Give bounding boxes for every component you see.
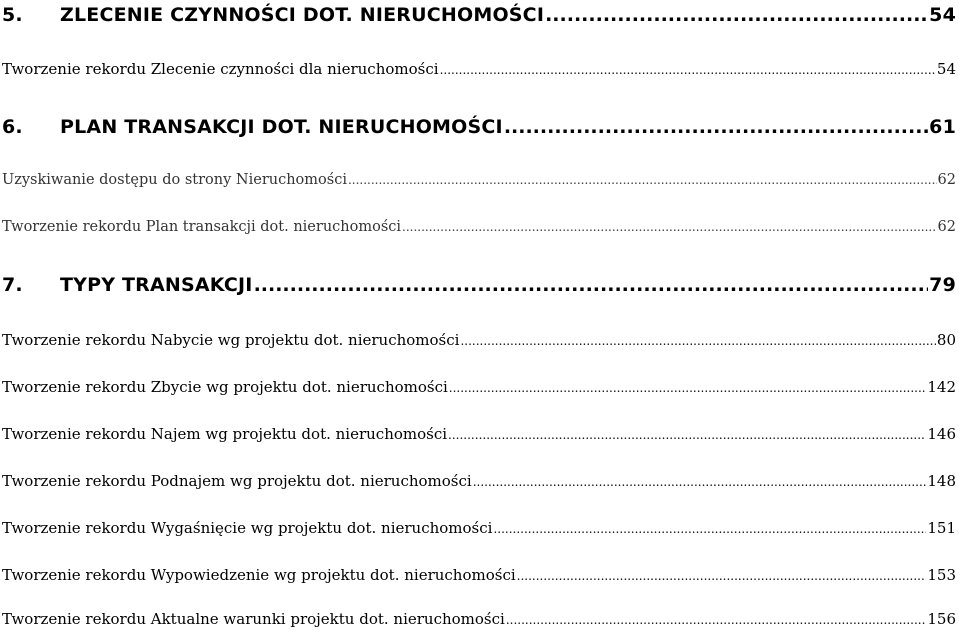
dot-leader — [460, 331, 935, 349]
dot-leader — [254, 274, 929, 296]
toc-entry-title: Tworzenie rekordu Najem wg projektu dot. nieruchomości — [2, 425, 448, 443]
toc-page-number: 142 — [927, 378, 956, 396]
toc-page-number: 61 — [929, 116, 956, 138]
toc-page-number: 80 — [936, 331, 956, 349]
toc-entry-title: Tworzenie rekordu Zbycie wg projektu dot. nieruchomości — [2, 378, 448, 396]
toc-entry[interactable] — [2, 378, 956, 396]
toc-entry-title: Tworzenie rekordu Aktualne warunki projektu dot. nieruchomości — [2, 610, 505, 628]
toc-page-number: 54 — [929, 4, 956, 26]
toc-entry[interactable] — [2, 219, 956, 235]
dot-leader — [348, 172, 937, 188]
toc-chapter-title — [2, 274, 253, 296]
toc-page-number: 62 — [937, 172, 956, 188]
dot-leader — [517, 566, 927, 584]
toc-entry-title: Tworzenie rekordu Wygaśnięcie wg projektu dot. nieruchomości — [2, 519, 493, 537]
toc-chapter-5[interactable] — [2, 4, 956, 26]
toc-entry[interactable] — [2, 610, 956, 628]
toc-chapter-7[interactable] — [2, 274, 956, 296]
toc-entry[interactable] — [2, 60, 956, 78]
toc-entry[interactable] — [2, 172, 956, 188]
toc-page-number: 62 — [937, 219, 956, 235]
toc-entry-title: Tworzenie rekordu Wypowiedzenie wg projektu dot. nieruchomości — [2, 566, 516, 584]
toc-entry-title: Uzyskiwanie dostępu do strony Nieruchomości — [2, 172, 347, 188]
dot-leader — [448, 425, 926, 443]
toc-page-number: 156 — [927, 610, 956, 628]
toc-page-number: 151 — [927, 519, 956, 537]
toc-entry[interactable] — [2, 519, 956, 537]
dot-leader — [440, 60, 936, 78]
toc-chapter-number: 6. — [2, 116, 23, 138]
toc-chapter-heading: ZLECENIE CZYNNOŚCI DOT. NIERUCHOMOŚCI — [60, 4, 545, 26]
toc-page-number: 54 — [936, 60, 956, 78]
toc-page-number: 148 — [927, 472, 956, 490]
toc-chapter-number: 7. — [2, 274, 23, 296]
toc-entry[interactable] — [2, 331, 956, 349]
toc-chapter-heading: TYPY TRANSAKCJI — [60, 274, 253, 296]
dot-leader — [473, 472, 927, 490]
toc-page-number: 146 — [927, 425, 956, 443]
toc-chapter-6[interactable] — [2, 116, 956, 138]
toc-entry-title: Tworzenie rekordu Plan transakcji dot. nieruchomości — [2, 219, 402, 235]
toc-page-number: 79 — [929, 274, 956, 296]
dot-leader — [402, 219, 937, 235]
toc-chapter-number: 5. — [2, 4, 23, 26]
dot-leader — [545, 4, 928, 26]
toc-chapter-heading: PLAN TRANSAKCJI DOT. NIERUCHOMOŚCI — [60, 116, 503, 138]
dot-leader — [504, 116, 928, 138]
dot-leader — [493, 519, 926, 537]
toc-entry-title: Tworzenie rekordu Nabycie wg projektu dot. nieruchomości — [2, 331, 460, 349]
toc-page-number: 153 — [927, 566, 956, 584]
toc-entry[interactable] — [2, 425, 956, 443]
toc-entry-title: Tworzenie rekordu Zlecenie czynności dla nieruchomości — [2, 60, 439, 78]
toc-entry-title: Tworzenie rekordu Podnajem wg projektu dot. nieruchomości — [2, 472, 472, 490]
dot-leader — [506, 610, 927, 628]
toc-chapter-title — [2, 116, 503, 138]
toc-entry[interactable] — [2, 472, 956, 490]
dot-leader — [449, 378, 927, 396]
toc-entry[interactable] — [2, 566, 956, 584]
toc-chapter-title — [2, 4, 544, 26]
